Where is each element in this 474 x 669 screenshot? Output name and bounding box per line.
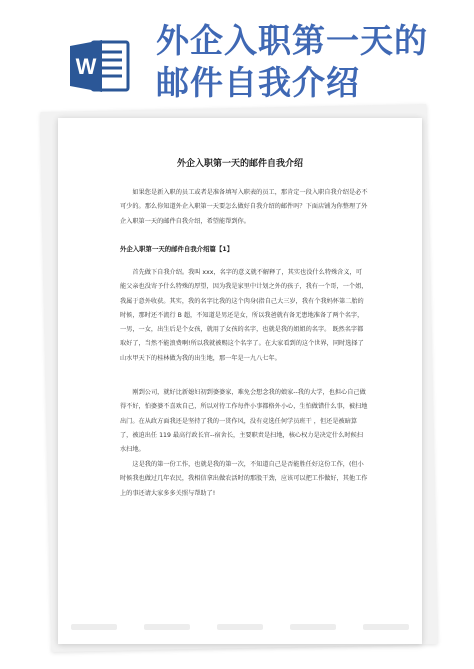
section-title: 外企入职第一天的邮件自我介绍篇【1】 bbox=[120, 245, 234, 253]
body-paragraph-2: 刚到公司，就好比新媳妇初到婆婆家，难免会想念我的娘家--我的大学，也担心自己做得不好，怕婆婆不喜欢自己，所以对待工作每件小事都格外小心，生怕做错什么事，被扫地出门。在从政方面我还是坚持了我的一贯作风，没有竞选任何学员班干 ，但还是被暗算了，被迫出任 119 最高行政长官--宿舍长，主要职责是扫地，核心权力是决定什么时候扫水扫地。 bbox=[120, 389, 368, 454]
word-document-icon bbox=[68, 38, 132, 94]
watermark-mark bbox=[71, 624, 117, 630]
banner-title-line-1: 外企入职第一天的 bbox=[156, 21, 428, 60]
page-watermark bbox=[58, 624, 422, 638]
watermark-mark bbox=[144, 624, 190, 630]
svg-text:W: W bbox=[75, 54, 97, 79]
banner-title bbox=[156, 20, 456, 104]
body-paragraph-3: 这是我的第一份工作，也就是我的第一次，不知道自己是否能胜任好这份工作，(但小时候我也做过几年农民，我相信拿出做农活时的那股干劲，应该可以把工作做好，其他工作上的事还请大家多多关照与帮助了! bbox=[120, 461, 368, 497]
banner bbox=[0, 0, 474, 110]
watermark-mark bbox=[217, 624, 263, 630]
watermark-mark bbox=[363, 624, 409, 630]
banner-title-line-2: 邮件自我介绍 bbox=[156, 63, 360, 102]
watermark-mark bbox=[290, 624, 336, 630]
body-paragraph-1: 首先做下自我介绍。我叫 xxx，名字的意义就不解释了，其实也没什么特殊含义，可能父亲也没寄予什么特殊的厚望，因为我是家里中计划之外的孩子，我有一个哥，一个姐，我属于意外收获。其实，我的名字比我的这个肉身(指自己大三岁，我有个我妈怀第二胎的时候，那时还不流行 B 超，不知道是男还是女，所以我爸就有备无患地准备了两个名字，一男，一女，出生后是个女孩，就用了女孩的名字，也就是我的姐姐的名字。 既然名字都取好了，当然不能浪费啊!所以我就被赐这个名字了。在大家看到的这个世界，同时选择了山水甲天下的桂林做为我的出生地，那一年是一九八七年。 bbox=[120, 269, 368, 362]
document-title: 外企入职第一天的邮件自我介绍 bbox=[176, 159, 303, 169]
intro-paragraph: 如果您是新入职的员工或者是准备填写入职表的员工，那肯定一段入职自我介绍是必不可少的。那么你知道外企入职第一天要怎么做好自我介绍的邮件吗？下面店铺为你整理了外企入职第一天的邮件自我介绍，希望能帮到你。 bbox=[120, 189, 368, 225]
document-page bbox=[58, 118, 422, 644]
